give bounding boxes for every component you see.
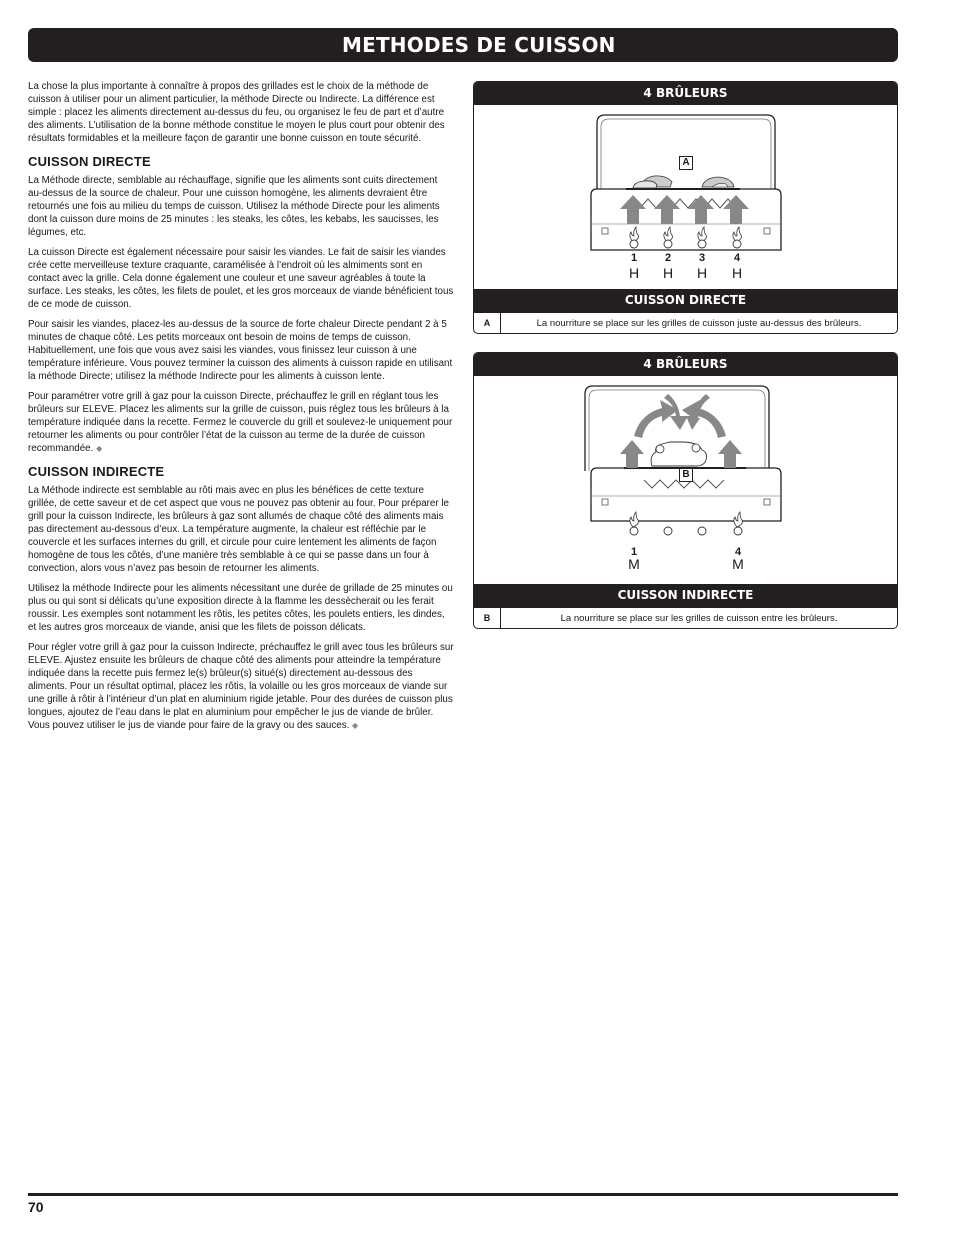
burner-setting-1: M	[628, 556, 640, 572]
indirect-panel	[473, 352, 898, 629]
indirect-paragraph-2: Utilisez la méthode Indirecte pour les aliments nécessitant une durée de grillade de 25 minutes ou plus ou qui sont si délicats qu’une exposition directe à la flamme les dessècherait ou les ferait roussir. Les exemples sont notamment les rôtis, les petites côtes, les poulets entiers, les dindes, et les autres gros morceaux de viande, anisi que les filets de poisson délicats.	[28, 583, 453, 633]
footer-rule	[28, 1193, 898, 1196]
direct-panel	[473, 81, 898, 334]
direct-paragraph-1: La Méthode directe, semblable au réchauffage, signifie que les aliments sont cuits directement au-dessus de la source de chaleur. Pour une cuisson homogène, les aliments devraient être retournés une fois au milieu du temps de cuisson. Utilisez la méthode Directe pour les aliments dont la cuisson dure moins de 25 minutes : les steaks, les côtes, les kebabs, les saucisses, les légumes, etc.	[28, 175, 440, 238]
indirect-legend-text: La nourriture se place sur les grilles de cuisson entre les brûleurs.	[560, 612, 838, 624]
direct-paragraph-4-wrap	[28, 390, 454, 455]
indirect-caption: CUISSON INDIRECTE	[474, 584, 897, 607]
end-mark-icon: ◆	[352, 721, 359, 730]
burner-number-4: 4	[733, 252, 741, 264]
indirect-heading: CUISSON INDIRECTE	[28, 464, 165, 479]
direct-paragraph-4: Pour paramétrer votre grill à gaz pour la cuisson Directe, préchauffez le grill en réglant tous les brûleurs sur ELEVE. Placez les aliments sur la grille de cuisson, puis réglez tous les brûleurs à la température indiquée dans la recette. Fermez le couvercle du grill et soulevez-le uniquement pour retourner les aliments ou pour contrôler l’état de la cuisson au terme de la durée de cuisson recommandée.	[28, 391, 453, 454]
callout-a: A	[679, 156, 693, 170]
direct-grill-diagram	[474, 105, 897, 289]
indirect-legend-key: B	[474, 608, 501, 628]
page-title: METHODES DE CUISSON	[28, 28, 898, 62]
direct-panel-header: 4 BRÛLEURS	[474, 82, 897, 105]
direct-paragraph-2: La cuisson Directe est également nécessaire pour saisir les viandes. Le fait de saisir les viandes crée cette merveilleuse texture craquante, caramélisée à l’endroit où les almiments sont en contact avec la grille. Cela donne également une couleur et une saveur agréables à toute la surface. Les steaks, les côtes, les filets de poulet, et les gros morceaux de viande bénéficient tous de ce mode de cuisson.	[28, 247, 454, 310]
direct-caption: CUISSON DIRECTE	[474, 289, 897, 312]
direct-paragraph-3: Pour saisir les viandes, placez-les au-dessus de la source de forte chaleur Directe pendant 2 à 5 minutes de chaque côté. Les petits morceaux ont besoin de moins de temps de cuisson. Habituellement, une fois que vous avez saisi les viandes, vous finissez leur cuisson à une température inférieure. Vous pouvez terminer la cuisson des aliments à cuisson rapide en utilisant la méthode Directe; utilisez la méthode Indirecte pour les aliments à cuisson lente.	[28, 319, 453, 382]
indirect-paragraph-3-wrap	[28, 641, 454, 732]
burner-number-3: 3	[698, 252, 706, 264]
page-number: 70	[28, 1199, 44, 1215]
burner-setting-1: H	[628, 265, 640, 281]
indirect-legend-row	[474, 607, 897, 628]
grill-direct-illustration	[474, 105, 898, 289]
direct-legend-row	[474, 312, 897, 333]
burner-number-4: 4	[734, 546, 742, 558]
burner-setting-4: H	[731, 265, 743, 281]
indirect-panel-header: 4 BRÛLEURS	[474, 353, 897, 376]
body-text-column	[28, 80, 454, 739]
indirect-paragraph-3: Pour régler votre grill à gaz pour la cuisson Indirecte, préchauffez le grill avec tous les brûleurs sur ELEVE. Ajustez ensuite les brûleurs de chaque côté des aliments pour atteindre la température indiquée dans la recette puis fermez le(s) brûleur(s) situé(s) directement au-dessous des aliments. Pour un résultat optimal, placez les rôtis, la volaille ou les gros morceaux de viande sur une grille à rôtir à l’intérieur d’un plat en aluminium rigide jetable. Pour des durées de cuisson plus longues, ajoutez de l’eau dans le plat en aluminium pour empêcher le jus de viande de brûler. Vous pouvez utiliser le jus de viande pour faire de la gravy ou des sauces.	[28, 642, 454, 731]
burner-setting-3: H	[696, 265, 708, 281]
intro-paragraph: La chose la plus importante à connaître à propos des grillades est le choix de la méthode de cuisson à utiliser pour un aliment particulier, la méthode Directe ou Indirecte. La différence est simple : placez les aliments directement au-dessus du feu, ou organisez le feu de part et d’autre des aliments. L’utilisation de la bonne méthode constitue le moyen le plus court pour obtenir des résultats formidables et la meilleure façon de garantir une bonne cuisson en toute sécurité.	[28, 81, 445, 144]
indirect-paragraph-1: La Méthode indirecte est semblable au rôti mais avec en plus les bénéfices de cette texture grillée, de cette saveur et de cet aspect que vous ne pouvez pas obtenir au four. Pour préparer le grill pour la cuisson Indirecte, les brûleurs à gaz sont allumés de chaque côté des aliments mais pas directement au-dessous d’eux. La température augmente, la chaleur est réfléchie par le couvercle et les surfaces internes du grill, et circule pour cuire lentement les aliments de façon homogène de tous les côtés, d’une manière très semblable à ce qui se passe dans un four à convection, alors vous n’avez pas besoin de retourner les aliments.	[28, 485, 449, 574]
burner-number-2: 2	[664, 252, 672, 264]
direct-legend-key: A	[474, 313, 501, 333]
callout-b: B	[679, 468, 693, 482]
burner-setting-2: H	[662, 265, 674, 281]
end-mark-icon: ◆	[96, 444, 103, 453]
burner-number-1: 1	[630, 252, 638, 264]
direct-legend-text: La nourriture se place sur les grilles de cuisson juste au-dessus des brûleurs.	[536, 317, 862, 329]
burner-setting-4: M	[732, 556, 744, 572]
burner-number-1: 1	[630, 546, 638, 558]
indirect-grill-diagram	[474, 376, 897, 560]
direct-heading: CUISSON DIRECTE	[28, 154, 151, 169]
